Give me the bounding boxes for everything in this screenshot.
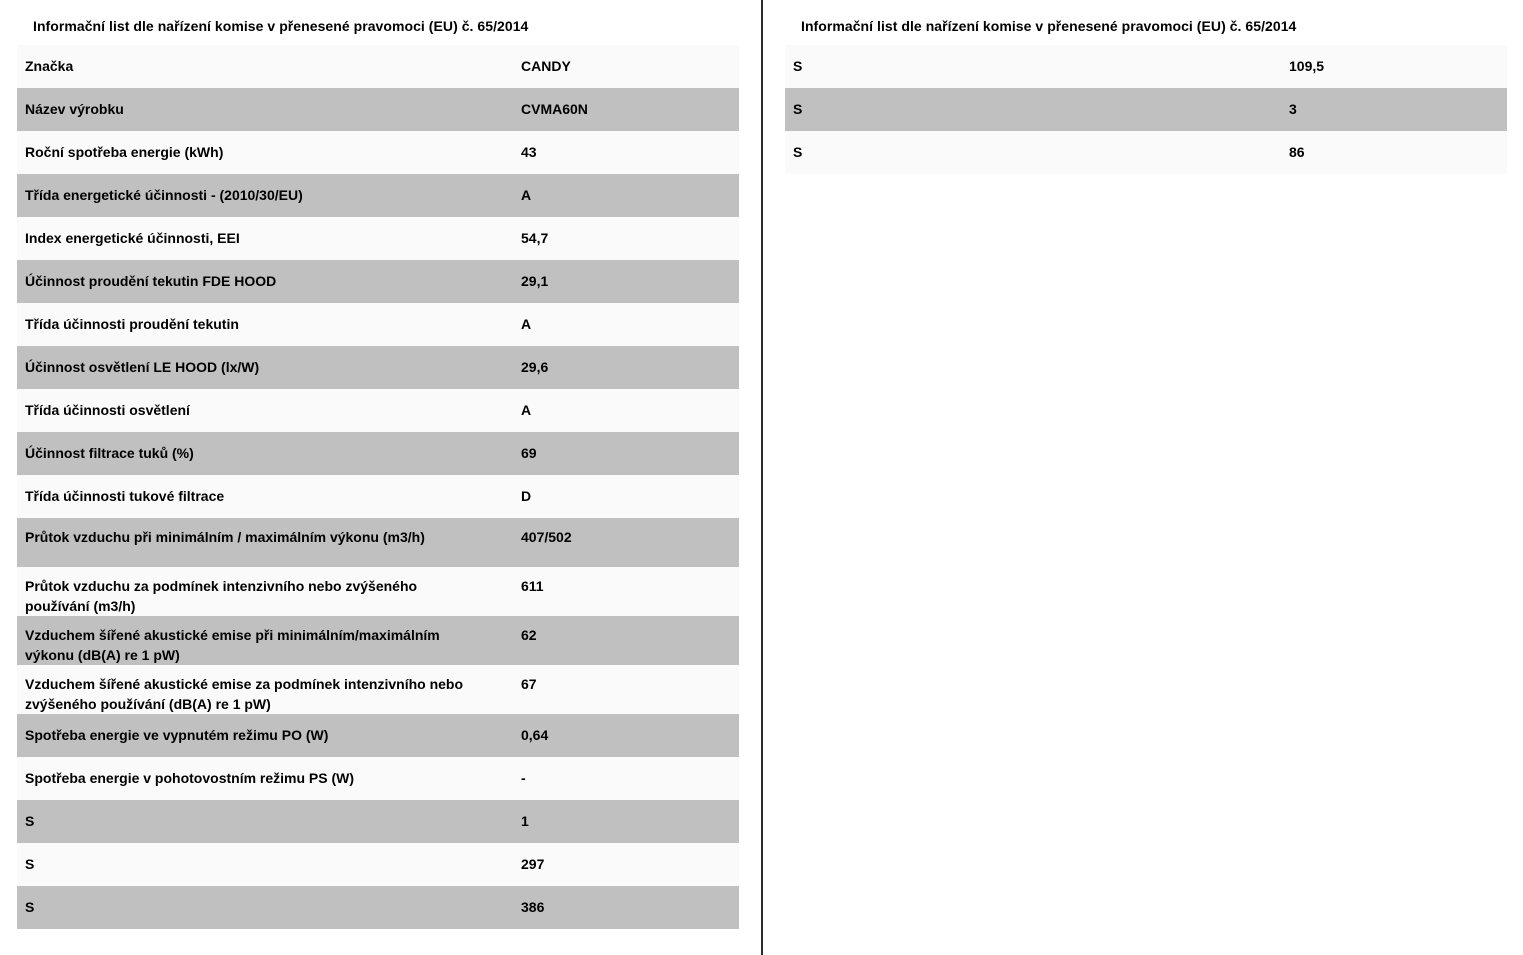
row-value: 386 xyxy=(521,899,545,915)
table-row xyxy=(785,88,1507,131)
table-row xyxy=(17,131,739,174)
row-value: 43 xyxy=(521,144,537,160)
row-value: 109,5 xyxy=(1289,58,1325,74)
row-value: 29,1 xyxy=(521,273,549,289)
row-value: CANDY xyxy=(521,58,571,74)
table-row xyxy=(17,567,739,616)
row-label: Vzduchem šířené akustické emise za podmínek intenzivního nebo zvýšeného používání (dB(A) re 1 pW) xyxy=(25,676,464,712)
row-value: 297 xyxy=(521,856,545,872)
row-value: 1 xyxy=(521,813,529,829)
table-row xyxy=(17,886,739,929)
row-label: Třída účinnosti tukové filtrace xyxy=(25,488,225,504)
row-label: Třída energetické účinnosti - (2010/30/EU) xyxy=(25,187,303,203)
row-label: Spotřeba energie v pohotovostním režimu PS (W) xyxy=(25,770,355,786)
table-row xyxy=(17,800,739,843)
table-row xyxy=(17,714,739,757)
row-label: S xyxy=(793,58,803,74)
table-row xyxy=(17,88,739,131)
row-label: Průtok vzduchu za podmínek intenzivního nebo zvýšeného používání (m3/h) xyxy=(25,578,418,614)
table-row xyxy=(17,475,739,518)
row-value: 69 xyxy=(521,445,537,461)
row-label: S xyxy=(25,813,35,829)
table-row xyxy=(17,303,739,346)
row-label: Roční spotřeba energie (kWh) xyxy=(25,144,224,160)
row-value: 29,6 xyxy=(521,359,549,375)
row-value: 407/502 xyxy=(521,529,572,545)
spec-table xyxy=(785,45,1507,174)
table-row xyxy=(17,616,739,665)
row-value: - xyxy=(521,770,526,786)
row-value: 86 xyxy=(1289,144,1305,160)
row-label: S xyxy=(25,856,35,872)
row-label: Účinnost proudění tekutin FDE HOOD xyxy=(25,273,277,289)
table-row xyxy=(17,217,739,260)
table-row xyxy=(785,45,1507,88)
row-value: D xyxy=(521,488,532,504)
sheet-title: Informační list dle nařízení komise v přenesené pravomoci (EU) č. 65/2014 xyxy=(33,18,529,34)
row-label: Průtok vzduchu při minimálním / maximálním výkonu (m3/h) xyxy=(25,529,425,545)
row-value: 62 xyxy=(521,627,537,643)
table-row xyxy=(785,131,1507,174)
table-row xyxy=(17,389,739,432)
row-value: 54,7 xyxy=(521,230,549,246)
row-value: A xyxy=(521,316,532,332)
row-label: Třída účinnosti osvětlení xyxy=(25,402,190,418)
table-row xyxy=(17,665,739,714)
row-label: Index energetické účinnosti, EEI xyxy=(25,230,240,246)
row-value: A xyxy=(521,402,532,418)
table-row xyxy=(17,757,739,800)
row-value: 67 xyxy=(521,676,537,692)
row-label: Značka xyxy=(25,58,74,74)
row-label: Účinnost osvětlení LE HOOD (lx/W) xyxy=(25,359,260,375)
row-label: S xyxy=(793,144,803,160)
sheet-title: Informační list dle nařízení komise v přenesené pravomoci (EU) č. 65/2014 xyxy=(801,18,1297,34)
table-row xyxy=(17,346,739,389)
row-value: 0,64 xyxy=(521,727,549,743)
row-label: Účinnost filtrace tuků (%) xyxy=(25,445,194,461)
row-value: CVMA60N xyxy=(521,101,588,117)
row-label: Spotřeba energie ve vypnutém režimu PO (W) xyxy=(25,727,329,743)
left-info-sheet xyxy=(0,0,761,955)
spec-table xyxy=(17,45,739,929)
row-value: A xyxy=(521,187,532,203)
row-value: 3 xyxy=(1289,101,1297,117)
table-row xyxy=(17,518,739,567)
row-value: 611 xyxy=(521,578,544,594)
table-row xyxy=(17,432,739,475)
right-info-sheet xyxy=(763,0,1523,955)
row-label: S xyxy=(25,899,35,915)
row-label: Název výrobku xyxy=(25,101,124,117)
table-row xyxy=(17,260,739,303)
row-label: Třída účinnosti proudění tekutin xyxy=(25,316,239,332)
table-row xyxy=(17,45,739,88)
table-row xyxy=(17,174,739,217)
row-label: S xyxy=(793,101,803,117)
row-label: Vzduchem šířené akustické emise při minimálním/maximálním výkonu (dB(A) re 1 pW) xyxy=(25,627,440,663)
table-row xyxy=(17,843,739,886)
